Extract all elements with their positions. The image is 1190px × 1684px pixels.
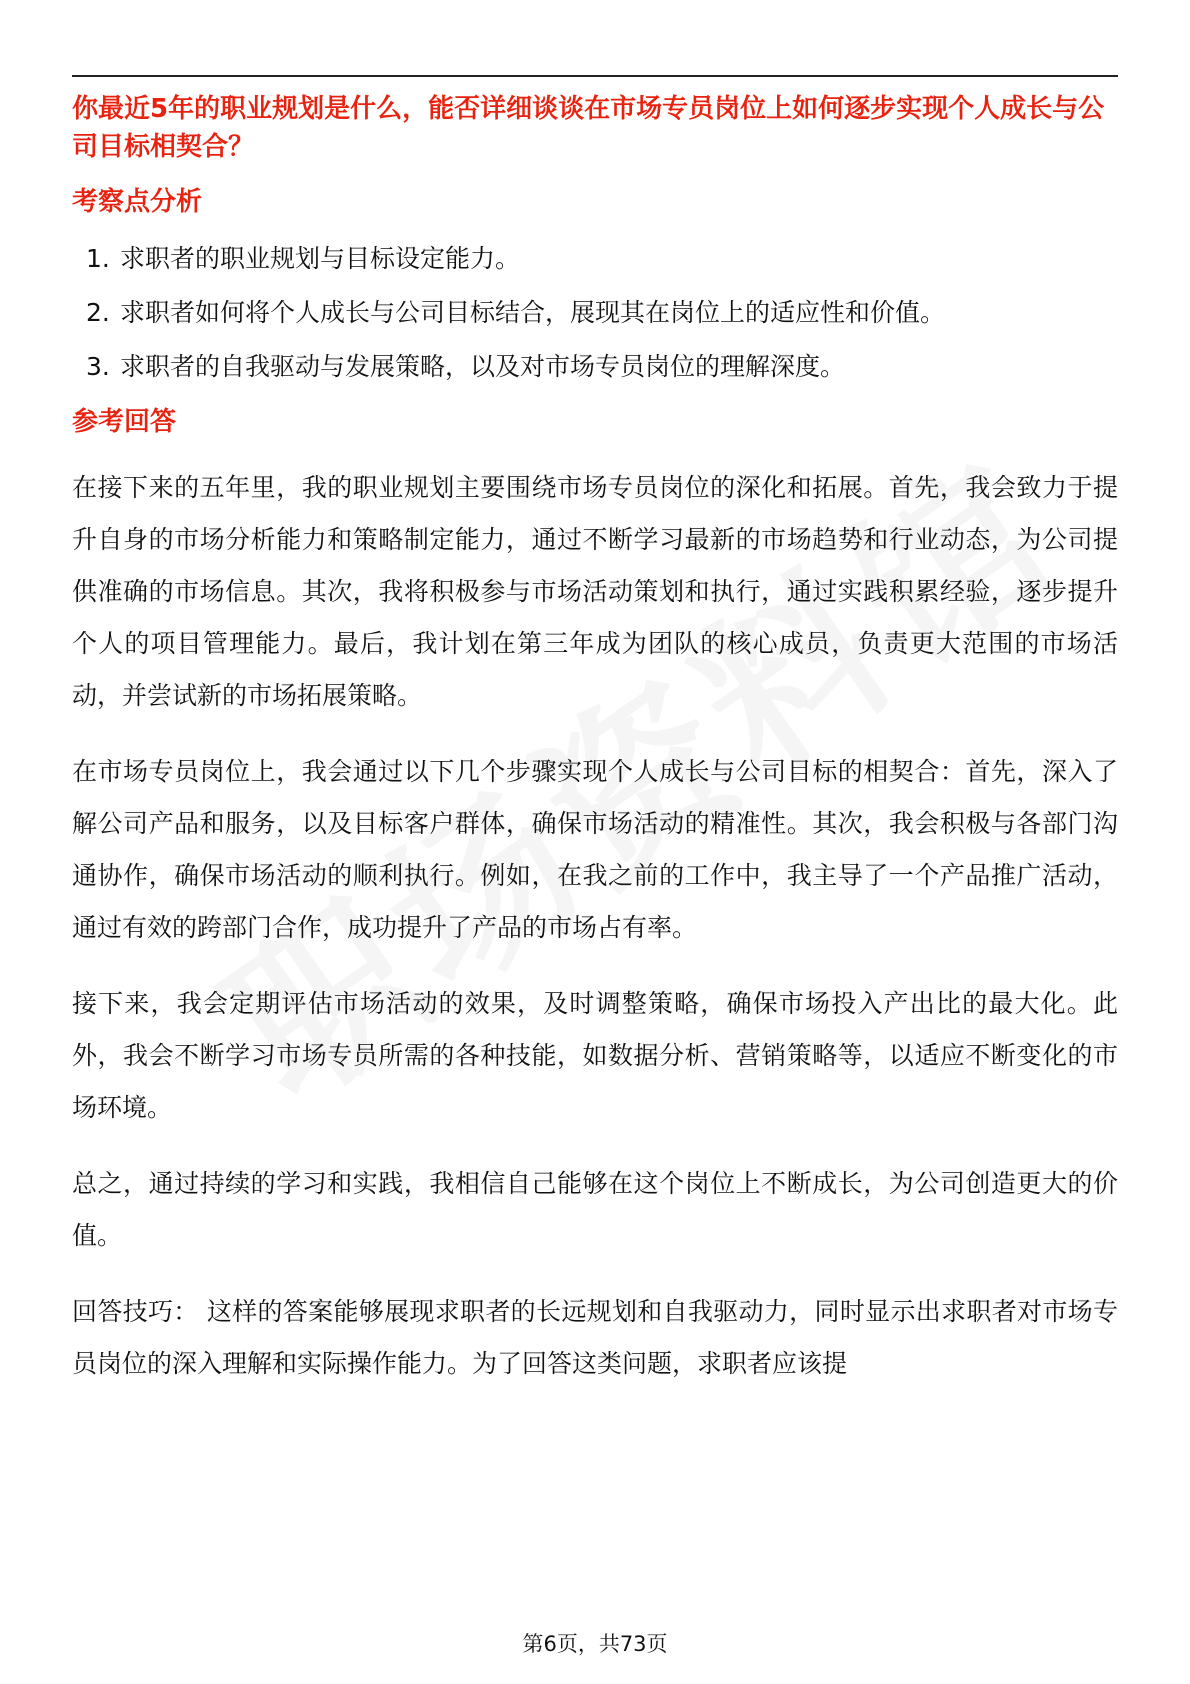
list-item	[72, 296, 1118, 330]
analysis-points	[72, 242, 1118, 384]
question-title: 你最近5年的职业规划是什么，能否详细谈谈在市场专员岗位上如何逐步实现个人成长与公司目标相契合？	[72, 94, 1105, 162]
top-divider	[72, 75, 1118, 77]
answer-body	[72, 462, 1118, 1390]
answer-paragraph: 总之，通过持续的学习和实践，我相信自己能够在这个岗位上不断成长，为公司创造更大的价值。	[72, 1169, 1118, 1250]
answer-tips-paragraph: 回答技巧： 这样的答案能够展现求职者的长远规划和自我驱动力，同时显示出求职者对市场专员岗位的深入理解和实际操作能力。为了回答这类问题，求职者应该提	[72, 1297, 1118, 1378]
list-item-text: 求职者如何将个人成长与公司目标结合，展现其在岗位上的适应性和价值。	[120, 298, 946, 327]
list-item-number: 3.	[86, 352, 110, 381]
list-item-number: 2.	[86, 298, 110, 327]
answer-paragraph: 在市场专员岗位上，我会通过以下几个步骤实现个人成长与公司目标的相契合：首先，深入了解公司产品和服务，以及目标客户群体，确保市场活动的精准性。其次，我会积极与各部门沟通协作，确保市场活动的顺利执行。例如，在我之前的工作中，我主导了一个产品推广活动，通过有效的跨部门合作，成功提升了产品的市场占有率。	[72, 757, 1118, 942]
document-body	[72, 90, 1118, 1390]
answer-paragraph: 接下来，我会定期评估市场活动的效果，及时调整策略，确保市场投入产出比的最大化。此外，我会不断学习市场专员所需的各种技能，如数据分析、营销策略等，以适应不断变化的市场环境。	[72, 989, 1118, 1122]
list-item	[72, 242, 1118, 276]
list-item-text: 求职者的自我驱动与发展策略，以及对市场专员岗位的理解深度。	[120, 352, 846, 381]
answer-heading: 参考回答	[72, 407, 177, 437]
analysis-heading: 考察点分析	[72, 187, 203, 217]
list-item	[72, 350, 1118, 384]
page-number: 第6页，共73页	[522, 1632, 668, 1656]
list-item-number: 1.	[86, 244, 110, 273]
answer-paragraph: 在接下来的五年里，我的职业规划主要围绕市场专员岗位的深化和拓展。首先，我会致力于提升自身的市场分析能力和策略制定能力，通过不断学习最新的市场趋势和行业动态，为公司提供准确的市场信息。其次，我将积极参与市场活动策划和执行，通过实践积累经验，逐步提升个人的项目管理能力。最后，我计划在第三年成为团队的核心成员，负责更大范围的市场活动，并尝试新的市场拓展策略。	[72, 473, 1118, 710]
list-item-text: 求职者的职业规划与目标设定能力。	[120, 244, 521, 273]
